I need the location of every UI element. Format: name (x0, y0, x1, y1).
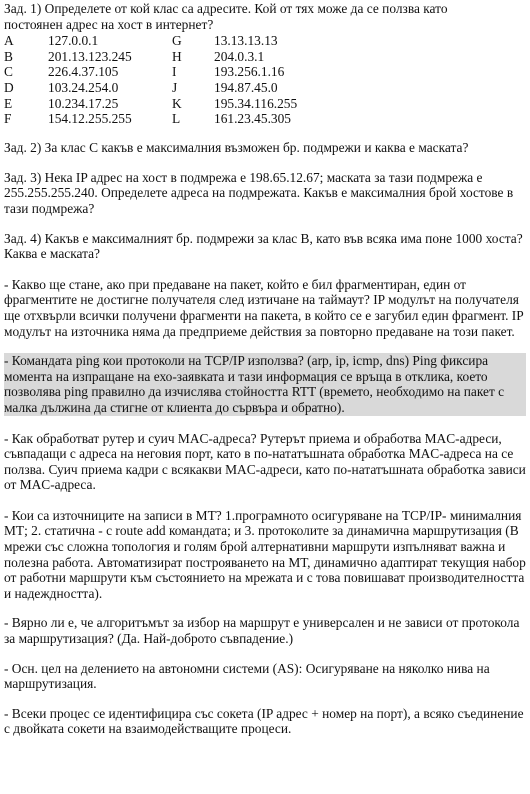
row-letter: B (4, 48, 13, 64)
row-letter: C (4, 64, 13, 80)
row-letter: I (172, 64, 177, 80)
task-1-question-line-2: постоянен адрес на хост в интернет? (4, 16, 214, 32)
task-1 (4, 1, 526, 127)
note-sockets: - Всеки процес се идентифицира със сокета (IP адрес + номер на порт), а всяко съединение с двойката сокети на взаимодействащите процеси. (4, 705, 524, 737)
task-3: Зад. 3) Нека IP адрес на хост в подмрежа е 198.65.12.67; маската за тази подмрежа е 255.255.255.240. Определете адреса на подмрежата. Какъв е максималния брой хостове в тази подмрежа? (4, 169, 514, 216)
note-fragmentation: - Какво ще стане, ако при предаване на пакет, който е бил фрагментиран, един от фрагментите не достигне получателя след изтичане на таймаут? IP модулът на получателя ще отхвърли всички получени фрагменти на пакета, в който се е загубил един фрагмент. IP модулът на източника няма да предприеме действия за повторно предаване на този пакет. (4, 276, 524, 339)
row-letter: E (4, 95, 13, 111)
row-address: 201.13.123.245 (48, 48, 132, 64)
note-routing-algorithm: - Вярно ли е, че алгоритъмът за избор на маршрут е универсален и не зависи от протокола за маршрутизация? (Да. Най-доброто съвпадение.) (4, 615, 520, 647)
address-table (4, 33, 526, 127)
row-letter: H (172, 48, 182, 64)
row-address: 195.34.116.255 (214, 95, 298, 111)
row-address: 194.87.45.0 (214, 79, 278, 95)
row-letter: K (172, 95, 182, 111)
row-address: 226.4.37.105 (48, 64, 119, 80)
row-letter: A (4, 33, 14, 49)
row-address: 161.23.45.305 (214, 111, 291, 127)
task-4: Зад. 4) Какъв е максималният бр. подмрежи за клас B, като във всяка има поне 1000 хоста? Каква е маската? (4, 230, 523, 262)
note-autonomous-systems: - Осн. цел на делението на автономни системи (AS): Осигуряване на няколко нива на маршрутизация. (4, 660, 490, 692)
row-letter: L (172, 111, 181, 127)
task-2: Зад. 2) За клас С какъв е максималния възможен бр. подмрежи и каква е маската? (4, 140, 469, 156)
row-address: 127.0.0.1 (48, 33, 99, 49)
row-letter: F (4, 111, 12, 127)
row-address: 154.12.255.255 (48, 111, 132, 127)
row-address: 103.24.254.0 (48, 79, 119, 95)
row-address: 204.0.3.1 (214, 48, 265, 64)
row-letter: G (172, 33, 182, 49)
row-letter: J (172, 79, 178, 95)
note-routing-table: - Кои са източниците на записи в МТ? 1.програмното осигуряване на TCP/IP- минималния МТ; 2. статична - с route add командата; и 3. протоколите за динамична маршрутизация (В мрежи със сложна топология и голям брой алтернативни маршрути изпълняват важна и полезна работа. Автоматизират построяването на МТ, динамично адаптират текущия набор от работни маршрути към състоянието на мрежата и с това повишават производителността и надеждността). (4, 507, 526, 601)
task-1-question-line-1: Зад. 1) Определете от кой клас са адресите. Кой от тях може да се ползва като (4, 1, 448, 16)
note-ping: - Командата ping кои протоколи на TCP/IP използва? (arp, ip, icmp, dns) Ping фиксира момента на изпращане на ехо-заявката и тази информация се връща в отклика, което позволява ping правилно да изчислява стойността RTT (времето, необходимо на пакет с малка дължина да стигне от клиента до сървъра и обратно). (4, 353, 526, 415)
row-address: 193.256.1.16 (214, 64, 285, 80)
row-address: 13.13.13.13 (214, 33, 278, 49)
note-mac-addresses: - Как обработват рутер и суич MAC-адреса? Рутерът приема и обработва MAC-адреси, съвпадащи с адреса на неговия порт, като в по-нататъшната обработка MAC-адреса на се ползва. Суич приема кадри с всякакви MAC-адреси, като по-нататъшната обработка зависи от MAC-адреса. (4, 430, 526, 493)
row-address: 10.234.17.25 (48, 95, 119, 111)
row-letter: D (4, 79, 14, 95)
